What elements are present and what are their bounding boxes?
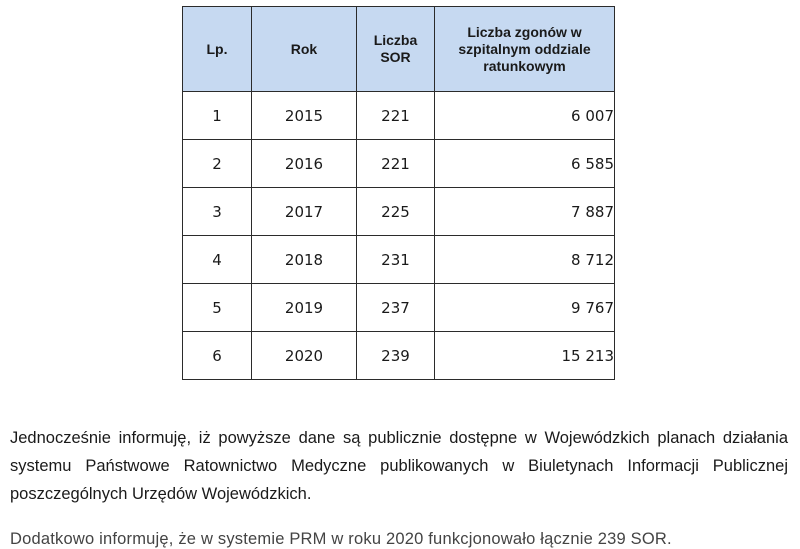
header-lp: Lp. [183,7,252,92]
cell-lp: 1 [183,92,252,140]
cell-zgony: 6 007 [435,92,615,140]
header-liczba-zgonow: Liczba zgonów w szpitalnym oddziale ratunkowym [435,7,615,92]
table-header-row [183,7,615,92]
cell-rok: 2019 [252,284,357,332]
table-row [183,236,615,284]
cell-rok: 2018 [252,236,357,284]
table-row [183,92,615,140]
cut-off-text: Dodatkowo informuję, że w systemie PRM w roku 2020 funkcjonowało łącznie 239 SOR. [10,530,672,548]
table-row [183,140,615,188]
cell-sor: 225 [357,188,435,236]
table-row [183,332,615,380]
cell-lp: 3 [183,188,252,236]
cut-off-text-line [10,518,788,548]
cell-lp: 6 [183,332,252,380]
cell-zgony: 9 767 [435,284,615,332]
cell-rok: 2016 [252,140,357,188]
cell-sor: 231 [357,236,435,284]
info-paragraph: Jednocześnie informuję, iż powyższe dane są publicznie dostępne w Wojewódzkich planach działania systemu Państwowe Ratownictwo Medyczne publikowanych w Biuletynach Informacji Publicznej poszczególnych Urzędów Wojewódzkich. [10,429,788,503]
cell-rok: 2017 [252,188,357,236]
cell-sor: 237 [357,284,435,332]
table-row [183,284,615,332]
cell-lp: 5 [183,284,252,332]
header-liczba-sor: Liczba SOR [357,7,435,92]
cell-zgony: 8 712 [435,236,615,284]
header-rok: Rok [252,7,357,92]
cell-zgony: 6 585 [435,140,615,188]
cell-rok: 2015 [252,92,357,140]
cell-lp: 2 [183,140,252,188]
cell-sor: 239 [357,332,435,380]
cell-zgony: 15 213 [435,332,615,380]
cell-rok: 2020 [252,332,357,380]
deaths-table [182,6,615,380]
cell-lp: 4 [183,236,252,284]
cell-zgony: 7 887 [435,188,615,236]
cell-sor: 221 [357,92,435,140]
table-row [183,188,615,236]
cell-sor: 221 [357,140,435,188]
